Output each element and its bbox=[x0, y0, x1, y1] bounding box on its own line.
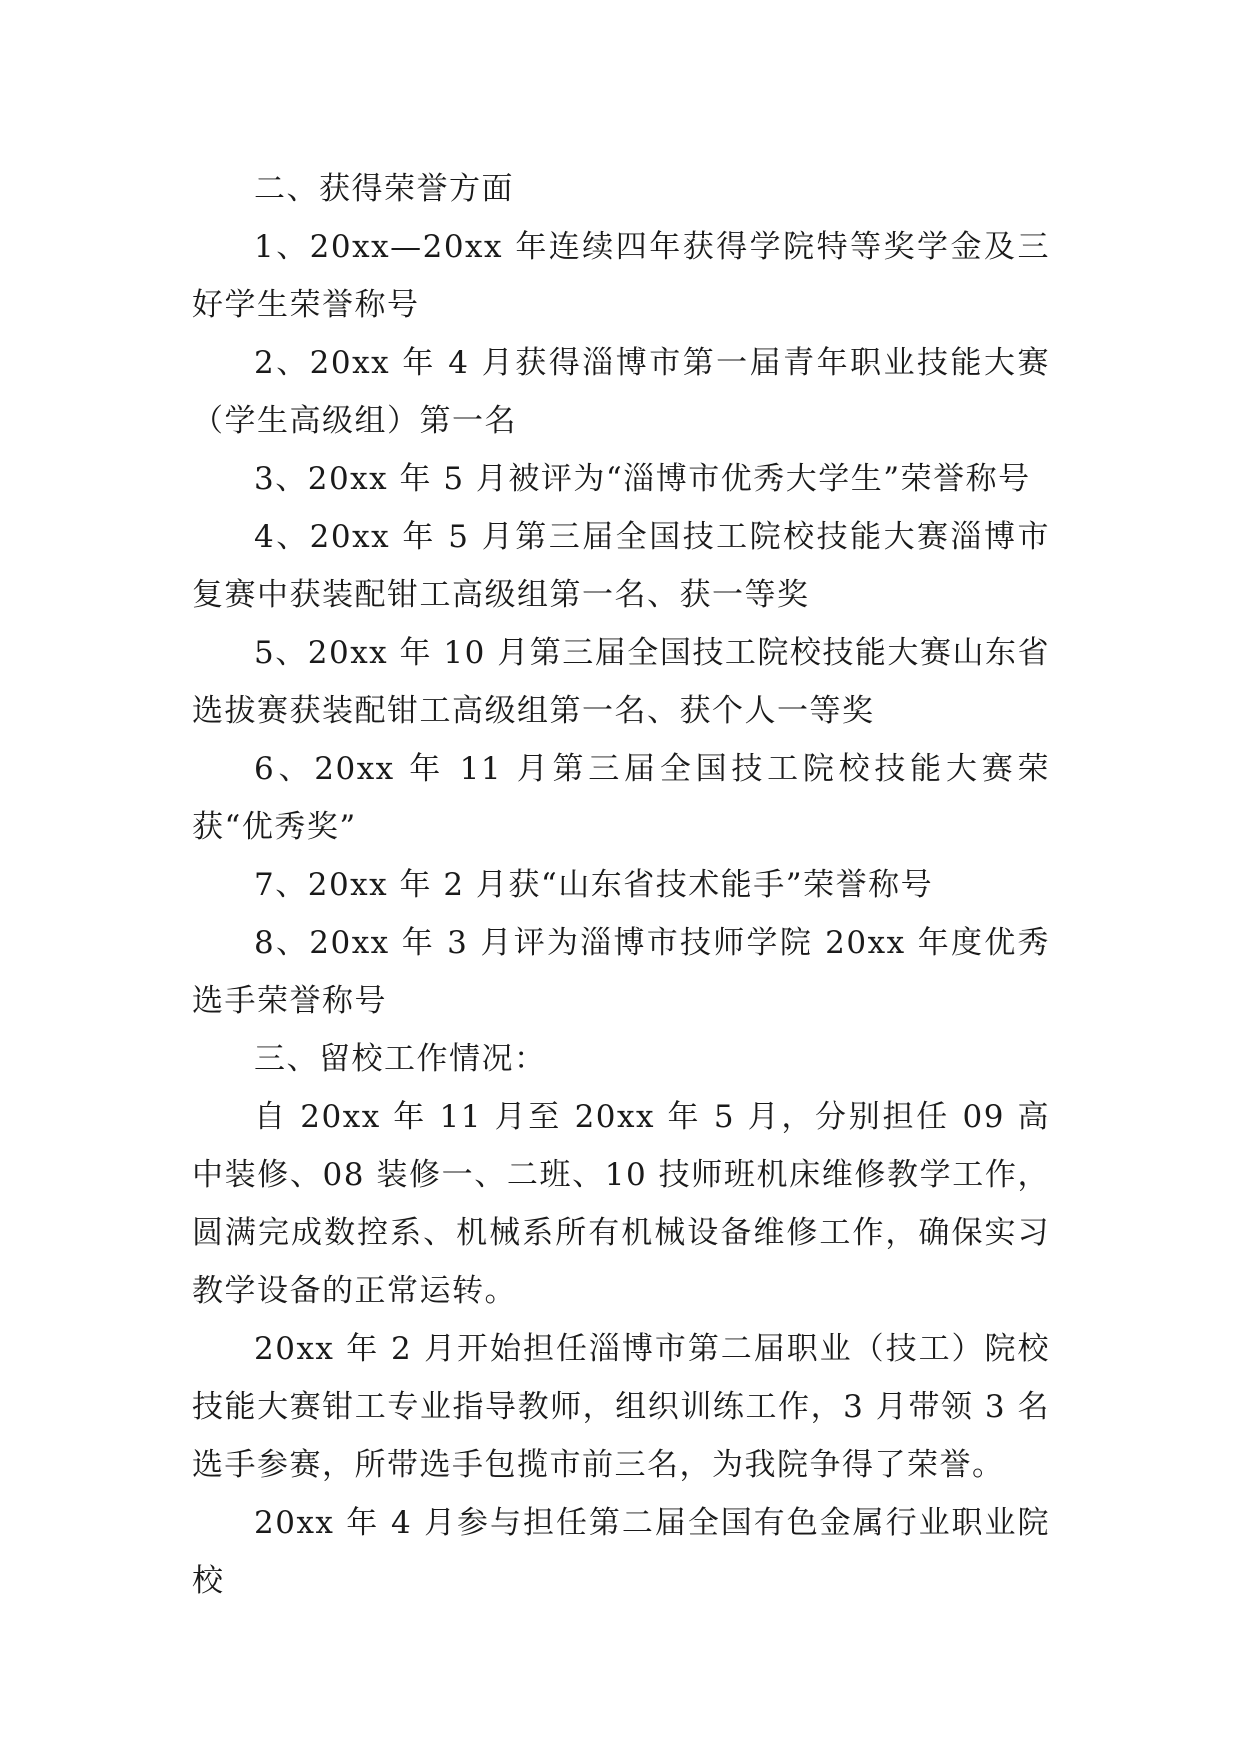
honor-item-2: 2、20xx 年 4 月获得淄博市第一届青年职业技能大赛（学生高级组）第一名 bbox=[192, 345, 1050, 439]
honor-item-3: 3、20xx 年 5 月被评为“淄博市优秀大学生”荣誉称号 bbox=[254, 461, 1031, 497]
work-paragraph-2: 20xx 年 2 月开始担任淄博市第二届职业（技工）院校技能大赛钳工专业指导教师，组织训练工作，3 月带领 3 名选手参赛，所带选手包揽市前三名，为我院争得了荣誉。 bbox=[192, 1331, 1050, 1483]
work-paragraph-3: 20xx 年 4 月参与担任第二届全国有色金属行业职业院校 bbox=[192, 1505, 1050, 1599]
honor-item-8: 8、20xx 年 3 月评为淄博市技师学院 20xx 年度优秀选手荣誉称号 bbox=[192, 925, 1050, 1019]
honor-item-7: 7、20xx 年 2 月获“山东省技术能手”荣誉称号 bbox=[254, 867, 934, 903]
work-paragraph-1: 自 20xx 年 11 月至 20xx 年 5 月，分别担任 09 高中装修、08 装修一、二班、10 技师班机床维修教学工作，圆满完成数控系、机械系所有机械设备维修工作，确保实习教学设备的正常运转。 bbox=[192, 1099, 1050, 1309]
section-heading-work: 三、留校工作情况： bbox=[254, 1041, 547, 1077]
honor-item-6: 6、20xx 年 11 月第三届全国技工院校技能大赛荣获“优秀奖” bbox=[192, 751, 1050, 845]
honor-item-5: 5、20xx 年 10 月第三届全国技工院校技能大赛山东省选拔赛获装配钳工高级组第一名、获个人一等奖 bbox=[192, 635, 1050, 729]
section-heading-honors: 二、获得荣誉方面 bbox=[254, 171, 514, 207]
document-body bbox=[192, 160, 1050, 1610]
honor-item-4: 4、20xx 年 5 月第三届全国技工院校技能大赛淄博市复赛中获装配钳工高级组第一名、获一等奖 bbox=[192, 519, 1050, 613]
honor-item-1: 1、20xx—20xx 年连续四年获得学院特等奖学金及三好学生荣誉称号 bbox=[192, 229, 1050, 323]
